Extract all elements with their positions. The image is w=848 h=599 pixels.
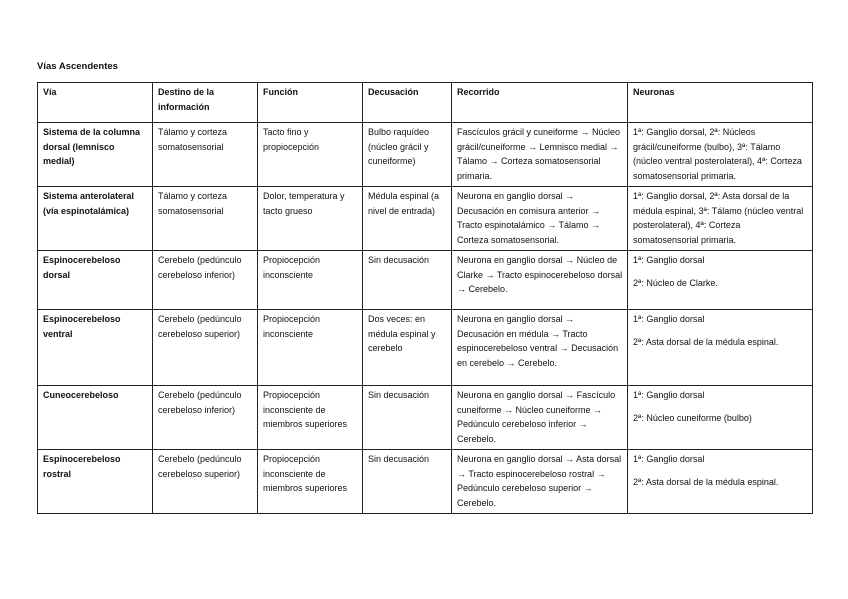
table-row <box>38 187 813 251</box>
cell-destino: Tálamo y corteza somatosensorial <box>153 187 258 251</box>
cell-funcion: Propiocepción inconsciente <box>258 251 363 310</box>
cell-destino: Cerebelo (pedúnculo cerebeloso inferior) <box>153 251 258 310</box>
cell-via: Espinocerebeloso ventral <box>38 310 153 386</box>
cell-recorrido: Neurona en ganglio dorsal → Fascículo cuneiforme → Núcleo cuneiforme → Pedúnculo cerebeloso inferior → Cerebelo. <box>452 386 628 450</box>
cell-neuronas <box>628 251 813 310</box>
cell-via: Espinocerebeloso dorsal <box>38 251 153 310</box>
cell-funcion: Propiocepción inconsciente de miembros superiores <box>258 386 363 450</box>
cell-recorrido: Neurona en ganglio dorsal → Decusación en médula → Tracto espinocerebeloso ventral → Decusación en cerebelo → Cerebelo. <box>452 310 628 386</box>
table-row <box>38 386 813 450</box>
table-row <box>38 450 813 514</box>
cell-via: Sistema de la columna dorsal (lemnisco medial) <box>38 123 153 187</box>
cell-recorrido: Neurona en ganglio dorsal → Decusación en comisura anterior → Tracto espinotalámico → Tálamo → Corteza somatosensorial. <box>452 187 628 251</box>
cell-neuronas <box>628 187 813 251</box>
cell-recorrido: Fascículos grácil y cuneiforme → Núcleo grácil/cuneiforme → Lemnisco medial → Tálamo → Corteza somatosensorial primaria. <box>452 123 628 187</box>
cell-destino: Cerebelo (pedúnculo cerebeloso superior) <box>153 310 258 386</box>
neuron-line: 2ª: Núcleo cuneiforme (bulbo) <box>633 412 752 423</box>
cell-via: Cuneocerebeloso <box>38 386 153 450</box>
cell-funcion: Propiocepción inconsciente <box>258 310 363 386</box>
neuron-line: 1ª: Ganglio dorsal <box>633 454 705 464</box>
cell-decusacion: Dos veces: en médula espinal y cerebelo <box>363 310 452 386</box>
table-row <box>38 251 813 310</box>
cell-funcion: Tacto fino y propiocepción <box>258 123 363 187</box>
cell-recorrido: Neurona en ganglio dorsal → Núcleo de Clarke → Tracto espinocerebeloso dorsal → Cerebelo. <box>452 251 628 310</box>
cell-funcion: Dolor, temperatura y tacto grueso <box>258 187 363 251</box>
cell-destino: Cerebelo (pedúnculo cerebeloso inferior) <box>153 386 258 450</box>
cell-neuronas <box>628 310 813 386</box>
page-title: Vías Ascendentes <box>37 61 118 72</box>
neuron-line: 1ª: Ganglio dorsal, 2ª: Núcleos grácil/cuneiforme (bulbo), 3ª: Tálamo (núcleo ventral posterolateral), 4ª: Corteza somatosensorial primaria. <box>633 127 802 181</box>
column-header-recorrido: Recorrido <box>452 83 628 123</box>
column-header-neuronas: Neuronas <box>628 83 813 123</box>
table-row <box>38 123 813 187</box>
neuron-line: 2ª: Asta dorsal de la médula espinal. <box>633 476 779 487</box>
column-header-decusacion: Decusación <box>363 83 452 123</box>
cell-decusacion: Sin decusación <box>363 386 452 450</box>
table-row <box>38 310 813 386</box>
cell-via: Sistema anterolateral (vía espinotalámica) <box>38 187 153 251</box>
neuron-line: 1ª: Ganglio dorsal <box>633 255 705 265</box>
neuron-line: 2ª: Asta dorsal de la médula espinal. <box>633 336 779 347</box>
table-header-row <box>38 83 813 123</box>
cell-decusacion: Bulbo raquídeo (núcleo grácil y cuneiforme) <box>363 123 452 187</box>
neuron-line: 2ª: Núcleo de Clarke. <box>633 277 718 288</box>
cell-neuronas <box>628 386 813 450</box>
cell-neuronas <box>628 450 813 514</box>
column-header-funcion: Función <box>258 83 363 123</box>
column-header-destino: Destino de la información <box>153 83 258 123</box>
cell-decusacion: Sin decusación <box>363 450 452 514</box>
cell-decusacion: Médula espinal (a nivel de entrada) <box>363 187 452 251</box>
column-header-via: Vía <box>38 83 153 123</box>
cell-neuronas <box>628 123 813 187</box>
cell-funcion: Propiocepción inconsciente de miembros superiores <box>258 450 363 514</box>
cell-destino: Tálamo y corteza somatosensorial <box>153 123 258 187</box>
cell-destino: Cerebelo (pedúnculo cerebeloso superior) <box>153 450 258 514</box>
ascending-pathways-table <box>37 82 813 514</box>
cell-decusacion: Sin decusación <box>363 251 452 310</box>
neuron-line: 1ª: Ganglio dorsal <box>633 390 705 400</box>
cell-via: Espinocerebeloso rostral <box>38 450 153 514</box>
cell-recorrido: Neurona en ganglio dorsal → Asta dorsal → Tracto espinocerebeloso rostral → Pedúnculo cerebeloso superior → Cerebelo. <box>452 450 628 514</box>
neuron-line: 1ª: Ganglio dorsal <box>633 314 705 324</box>
neuron-line: 1ª: Ganglio dorsal, 2ª: Asta dorsal de la médula espinal, 3ª: Tálamo (núcleo ventral posterolateral), 4ª: Corteza somatosensorial primaria. <box>633 191 804 245</box>
